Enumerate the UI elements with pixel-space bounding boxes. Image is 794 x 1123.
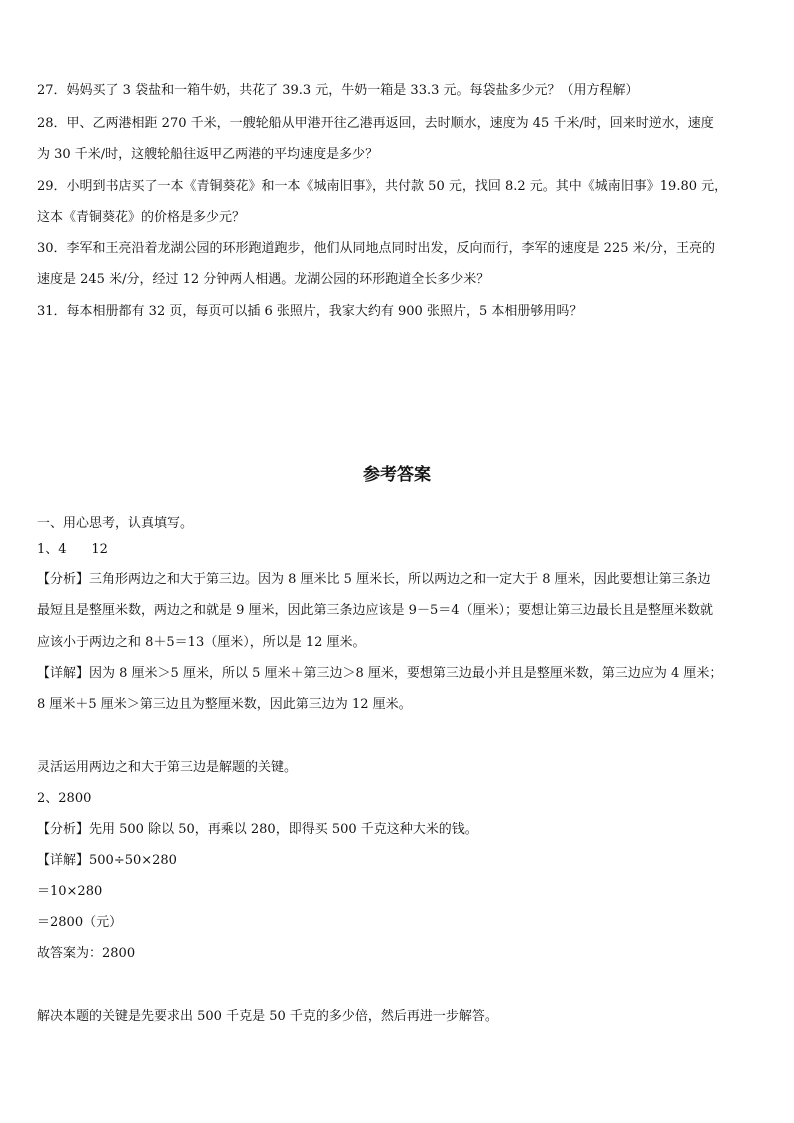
question-28-line-1: 28．甲、乙两港相距 270 千米，一艘轮船从甲港开往乙港再返回，去时顺水，速度为 45 千米/时，回来时逆水，速度 (37, 116, 714, 131)
section-heading: 一、用心思考，认真填写。 (37, 516, 194, 531)
question-30-line-1: 30．李军和王亮沿着龙湖公园的环形跑道跑步，他们从同地点同时出发，反向而行，李军的速度是 225 米/分，王亮的 (37, 241, 716, 256)
question-29-line-2: 这本《青铜葵花》的价格是多少元？ (37, 210, 246, 225)
question-29-line-1: 29．小明到书店买了一本《青铜葵花》和一本《城南旧事》，共付款 50 元，找回 8.2 元。其中《城南旧事》19.80 元， (37, 179, 728, 194)
answer-2-step-1: ＝10×280 (37, 884, 103, 899)
question-31: 31．每本相册都有 32 页，每页可以插 6 张照片，我家大约有 900 张照片，5 本相册够用吗？ (37, 304, 583, 319)
answer-2-analysis: 【分析】先用 500 除以 50，再乘以 280，即得买 500 千克这种大米的钱。 (37, 822, 478, 837)
answer-2-step-2: ＝2800（元） (37, 915, 123, 930)
answer-1-detail-line-1: 【详解】因为 8 厘米＞5 厘米，所以 5 厘米＋第三边＞8 厘米，要想第三边最小并且是整厘米数，第三边应为 4 厘米； (37, 666, 723, 681)
answer-2-detail: 【详解】500÷50×280 (37, 853, 177, 868)
answer-1-detail-line-2: 8 厘米＋5 厘米＞第三边且为整厘米数，因此第三边为 12 厘米。 (37, 697, 412, 712)
answer-2: 2、2800 (37, 791, 92, 806)
answer-2-note: 解决本题的关键是先要求出 500 千克是 50 千克的多少倍，然后再进一步解答。 (37, 1009, 498, 1024)
answer-1-analysis-line-1: 【分析】三角形两边之和大于第三边。因为 8 厘米比 5 厘米长，所以两边之和一定大于 8 厘米，因此要想让第三条边 (37, 572, 711, 587)
answer-1: 1、4 12 (37, 542, 108, 557)
answers-title: 参考答案 (363, 465, 431, 485)
answer-1-analysis-line-3: 应该小于两边之和 8＋5＝13（厘米），所以是 12 厘米。 (37, 635, 366, 650)
question-28-line-2: 为 30 千米/时，这艘轮船往返甲乙两港的平均速度是多少？ (37, 147, 379, 162)
answer-2-result: 故答案为：2800 (37, 946, 136, 961)
answer-1-analysis-line-2: 最短且是整厘米数，两边之和就是 9 厘米，因此第三条边应该是 9－5＝4（厘米）；要想让第三边最长且是整厘米数就 (37, 603, 713, 618)
question-30-line-2: 速度是 245 米/分，经过 12 分钟两人相遇。龙湖公园的环形跑道全长多少米？ (37, 272, 490, 287)
answer-1-note: 灵活运用两边之和大于第三边是解题的关键。 (37, 760, 298, 775)
question-27: 27．妈妈买了 3 袋盐和一箱牛奶，共花了 39.3 元，牛奶一箱是 33.3 元。每袋盐多少元？（用方程解） (37, 83, 639, 98)
